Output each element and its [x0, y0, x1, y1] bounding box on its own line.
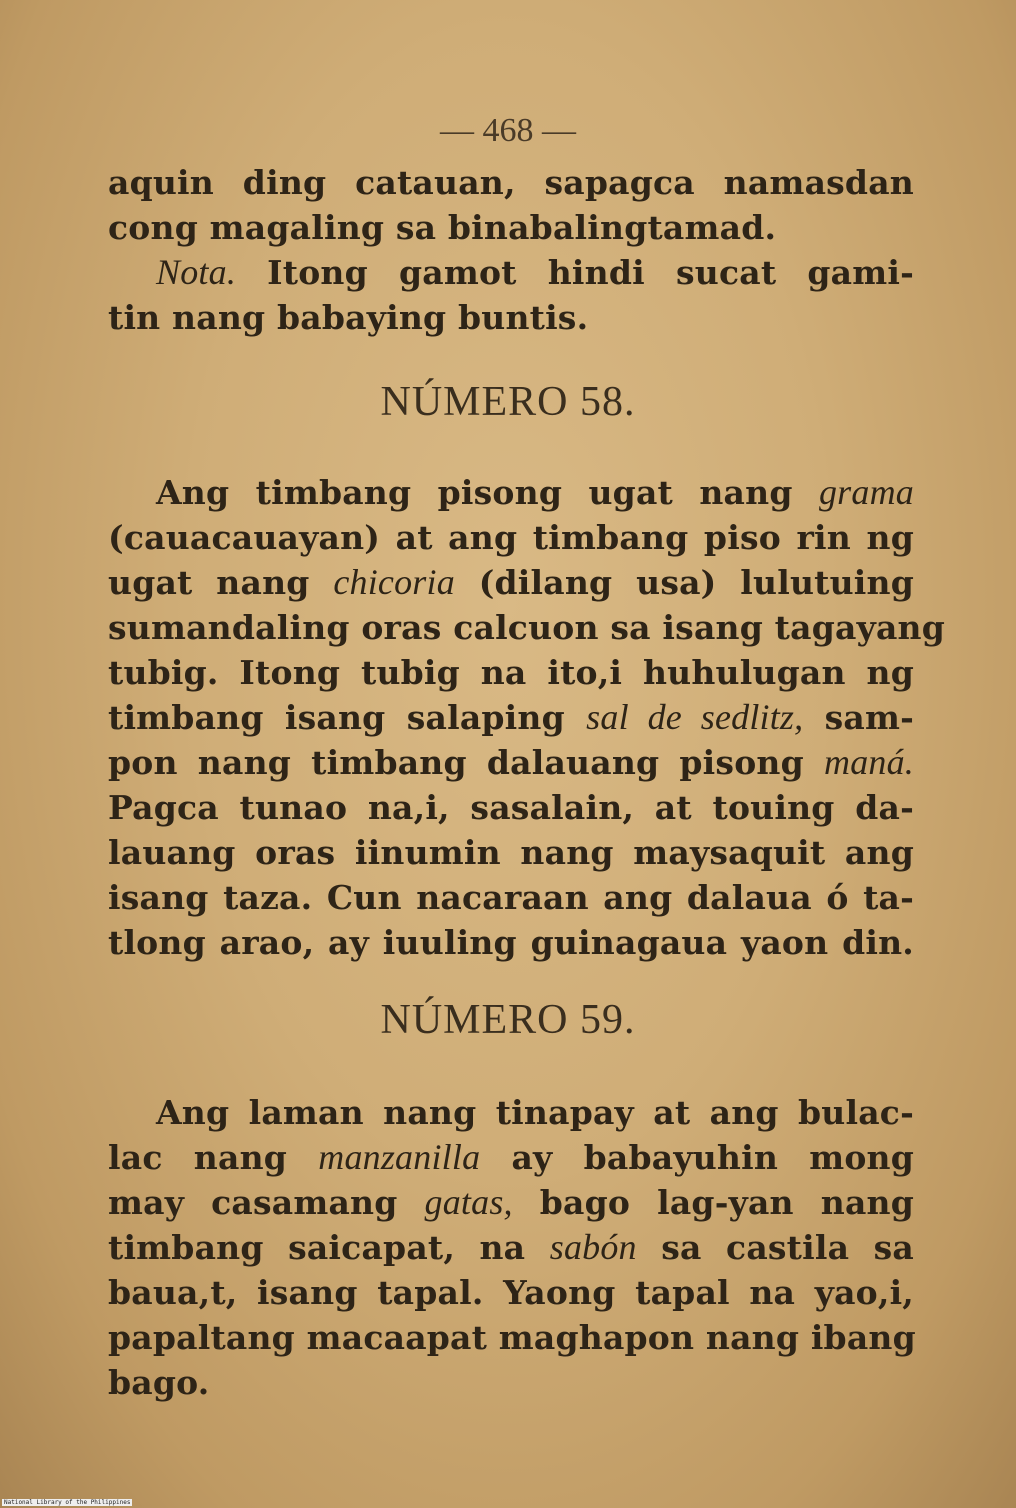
- text-line: isang taza. Cun nacaraan ang dalaua ó ta-: [108, 878, 914, 917]
- text-fragment: lac nang: [108, 1138, 319, 1177]
- text-line: Ang laman nang tinapay at ang bulac-: [156, 1093, 914, 1132]
- text-line: Pagca tunao na,i, sasalain, at touing da-: [108, 788, 914, 827]
- text-fragment: timbang saicapat, na: [108, 1228, 550, 1267]
- italic-term: sal de sedlitz,: [586, 697, 804, 737]
- top-paragraph: [108, 160, 914, 340]
- text-line: [108, 695, 914, 740]
- section-59-heading: NÚMERO 59.: [380, 997, 636, 1043]
- text-line: lauang oras iinumin nang maysaquit ang: [108, 833, 914, 872]
- italic-term: gatas,: [424, 1182, 513, 1222]
- section-59-paragraph: [108, 1090, 914, 1405]
- text-line: [108, 1225, 914, 1270]
- italic-term: chicoria: [333, 562, 455, 602]
- text-line: aquin ding catauan, sapagca namasdan: [108, 163, 914, 202]
- text-line: [108, 470, 914, 515]
- text-line: baua,t, isang tapal. Yaong tapal na yao,i,: [108, 1273, 914, 1312]
- text-line: tubig. Itong tubig na ito,i huhulugan ng: [108, 653, 914, 692]
- italic-term: manzanilla: [318, 1137, 481, 1177]
- text-fragment: sam-: [803, 698, 914, 737]
- page-number: — 468 —: [440, 112, 576, 149]
- text-line: sumandaling oras calcuon sa isang tagayang: [108, 608, 945, 647]
- text-fragment: Itong gamot hindi sucat gami-: [236, 253, 914, 292]
- library-watermark: National Library of the Philippines: [4, 1499, 131, 1506]
- text-fragment: ugat nang: [108, 563, 334, 602]
- section-58-heading: NÚMERO 58.: [380, 379, 636, 425]
- text-line: tlong arao, ay iuuling guinagaua yaon din.: [108, 923, 914, 962]
- text-fragment: Ang timbang pisong ugat nang: [156, 473, 819, 512]
- text-line: papaltang macaapat maghapon nang ibang: [108, 1318, 916, 1357]
- text-line: cong magaling sa binabalingtamad.: [108, 208, 777, 247]
- text-line: [108, 1180, 914, 1225]
- text-fragment: timbang isang salaping: [108, 698, 587, 737]
- text-line: [108, 1135, 914, 1180]
- text-fragment: (dilang usa) lulutuing: [454, 563, 914, 602]
- text-line: [108, 560, 914, 605]
- text-fragment: pon nang timbang dalauang pisong: [108, 743, 824, 782]
- text-line: (cauacauayan) at ang timbang piso rin ng: [108, 518, 914, 557]
- italic-term: sabón: [549, 1227, 637, 1267]
- text-line: [108, 740, 914, 785]
- italic-term: grama: [818, 472, 914, 512]
- text-line: bago.: [108, 1363, 210, 1402]
- text-line: [108, 250, 914, 295]
- text-line: tin nang babaying buntis.: [108, 298, 589, 337]
- nota-label: Nota.: [156, 252, 237, 292]
- text-fragment: bago lag-yan nang: [512, 1183, 914, 1222]
- text-fragment: may casamang: [108, 1183, 425, 1222]
- italic-term: maná.: [824, 742, 914, 782]
- section-58-paragraph: [108, 470, 945, 965]
- text-fragment: ay babayuhin mong: [480, 1138, 914, 1177]
- text-fragment: sa castila sa: [636, 1228, 914, 1267]
